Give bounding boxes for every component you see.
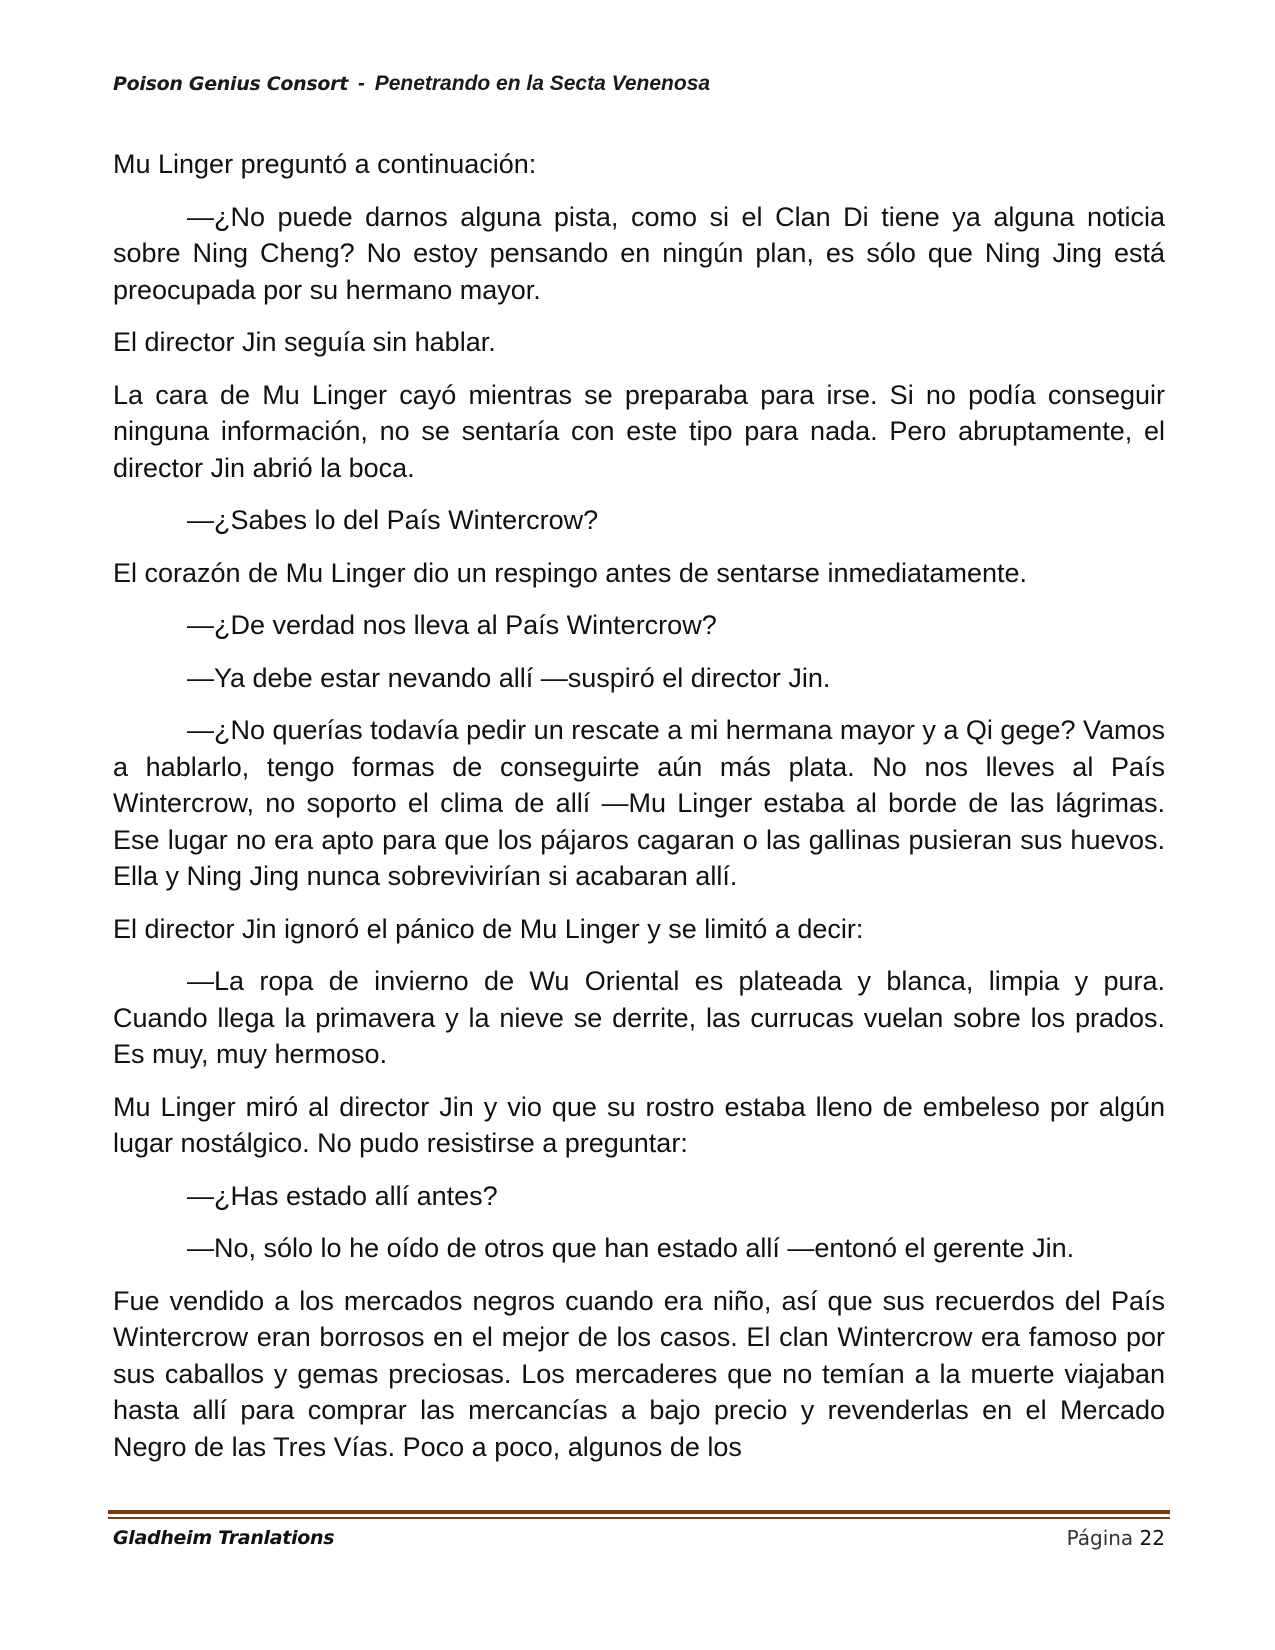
dialogue-paragraph: —Ya debe estar nevando allí —suspiró el director Jin.: [187, 662, 831, 693]
page-number: 22: [1139, 1526, 1165, 1550]
dialogue-paragraph: —¿De verdad nos lleva al País Wintercrow?: [187, 610, 717, 640]
footer-rule-thick: [108, 1510, 1170, 1514]
header-separator: -: [357, 72, 365, 95]
page-label: Página: [1066, 1526, 1134, 1550]
narration-paragraph: Mu Linger preguntó a continuación:: [113, 149, 537, 179]
narration-paragraph: Fue vendido a los mercados negros cuando era niño, así que sus recuerdos del País Wintercrow eran borrosos en el mejor de los casos. El clan Wintercrow era famoso por sus caballos y gemas preciosas. Los mercaderes que no temían a la muerte viajaban hasta allí para comprar las mercancías a bajo precio y revenderlas en el Mercado Negro de las Tres Vías. Poco a poco, algunos de los: [113, 1285, 1165, 1462]
dialogue-paragraph: —La ropa de invierno de Wu Oriental es plateada y blanca, limpia y pura. Cuando llega la primavera y la nieve se derrite, las currucas vuelan sobre los prados. Es muy, muy hermoso.: [113, 966, 1165, 1069]
narration-paragraph: El corazón de Mu Linger dio un respingo antes de sentarse inmediatamente.: [113, 557, 1028, 588]
dialogue-paragraph: —¿No querías todavía pedir un rescate a mi hermana mayor y a Qi gege? Vamos a hablarlo, tengo formas de conseguirte aún más plata. No nos lleves al País Wintercrow, no soporto el clima de allí —Mu Linger estaba al borde de las lágrimas. Ese lugar no era apto para que los pájaros cagaran o las gallinas pusieran sus huevos. Ella y Ning Jing nunca sobrevivirían si acabaran allí.: [113, 715, 1165, 891]
page-body: [113, 146, 1165, 1481]
translator-credit: Gladheim Tranlations: [113, 1527, 335, 1549]
dialogue-paragraph: —¿Sabes lo del País Wintercrow?: [187, 505, 599, 535]
footer-rule-thin: [108, 1517, 1170, 1519]
page-number-block: [1067, 1526, 1165, 1550]
dialogue-paragraph: —¿No puede darnos alguna pista, como si el Clan Di tiene ya alguna noticia sobre Ning Cheng? No estoy pensando en ningún plan, es sólo que Ning Jing está preocupada por su hermano mayor.: [113, 201, 1165, 305]
running-header: [113, 72, 710, 96]
narration-paragraph: El director Jin seguía sin hablar.: [113, 327, 496, 357]
narration-paragraph: La cara de Mu Linger cayó mientras se preparaba para irse. Si no podía conseguir ninguna información, no se sentaría con este tipo para nada. Pero abruptamente, el director Jin abrió la boca.: [113, 379, 1165, 483]
narration-paragraph: Mu Linger miró al director Jin y vio que su rostro estaba lleno de embeleso por algún lugar nostálgico. No pudo resistirse a preguntar:: [113, 1091, 1165, 1158]
book-title: Poison Genius Consort: [113, 73, 349, 95]
dialogue-paragraph: —¿Has estado allí antes?: [187, 1180, 498, 1211]
dialogue-paragraph: —No, sólo lo he oído de otros que han estado allí —entonó el gerente Jin.: [187, 1233, 1075, 1263]
chapter-title: Penetrando en la Secta Venenosa: [374, 72, 711, 95]
footer-rule: [108, 1510, 1170, 1520]
narration-paragraph: El director Jin ignoró el pánico de Mu Linger y se limitó a decir:: [113, 913, 864, 944]
